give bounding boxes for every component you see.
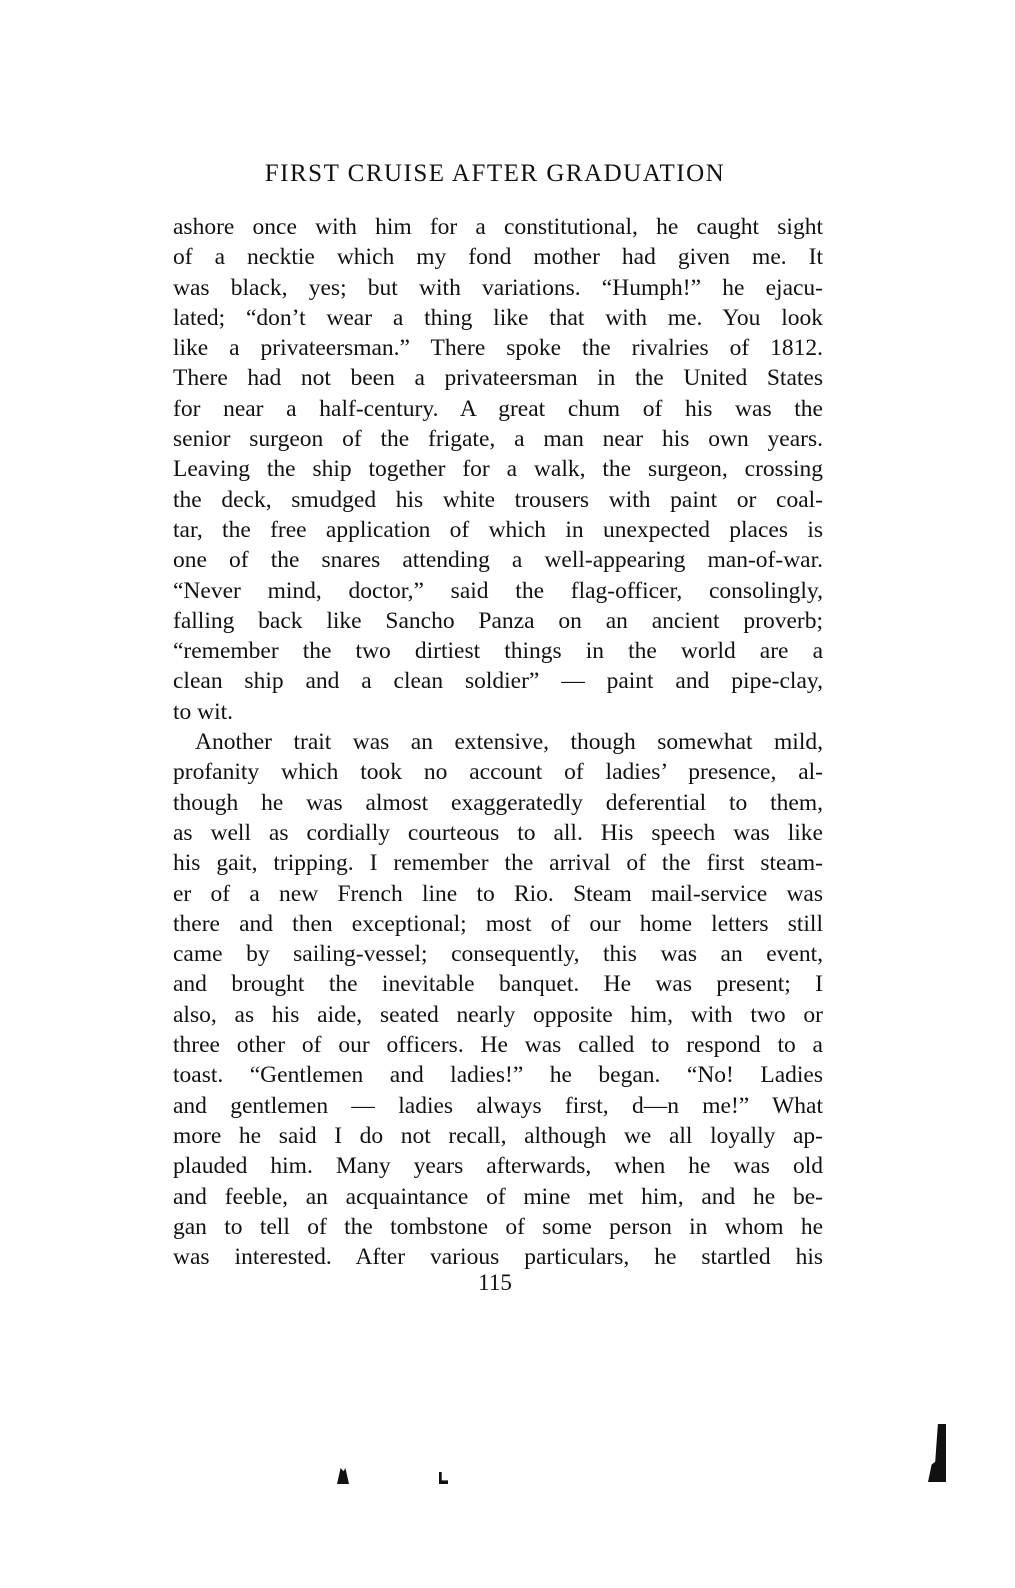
text-line: toast. “Gentlemen and ladies!” he began. “No! Ladies — [173, 1062, 823, 1089]
text-line: was black, yes; but with variations. “Humph!” he ejacu- — [173, 274, 823, 301]
text-line: one of the snares attending a well-appearing man-of-war. — [173, 547, 823, 574]
text-line: though he was almost exaggeratedly deferential to them, — [173, 789, 823, 816]
text-line: and brought the inevitable banquet. He was present; I — [173, 971, 823, 998]
text-line: ashore once with him for a constitutional, he caught sight — [173, 214, 823, 240]
text-line: plauded him. Many years afterwards, when he was old — [173, 1153, 823, 1180]
scan-artifact-mark — [337, 1468, 349, 1484]
text-line: Leaving the ship together for a walk, the surgeon, crossing — [173, 456, 823, 483]
text-line: the deck, smudged his white trousers with paint or coal- — [173, 486, 823, 513]
text-line: to wit. — [173, 698, 234, 725]
text-line: also, as his aide, seated nearly opposite him, with two or — [173, 1001, 823, 1028]
text-line: and feeble, an acquaintance of mine met him, and he be- — [173, 1183, 823, 1210]
scan-artifact-mark — [928, 1424, 946, 1482]
text-line: falling back like Sancho Panza on an ancient proverb; — [173, 607, 823, 634]
text-line: “remember the two dirtiest things in the world are a — [173, 638, 823, 665]
text-line: his gait, tripping. I remember the arrival of the first steam- — [173, 850, 823, 877]
text-line: as well as cordially courteous to all. His speech was like — [173, 819, 823, 846]
running-title: FIRST CRUISE AFTER GRADUATION — [264, 160, 726, 187]
text-line: of a necktie which my fond mother had given me. It — [173, 244, 823, 271]
text-line: and gentlemen — ladies always first, d—n me!” What — [173, 1092, 823, 1119]
text-line: lated; “don’t wear a thing like that with me. You look — [173, 304, 823, 331]
text-line: profanity which took no account of ladies’ presence, al- — [173, 759, 823, 786]
text-line: for near a half-century. A great chum of his was the — [173, 395, 823, 422]
text-line: gan to tell of the tombstone of some person in whom he — [173, 1213, 823, 1240]
text-line: three other of our officers. He was called to respond to a — [173, 1032, 823, 1059]
text-line: there and then exceptional; most of our home letters still — [173, 910, 823, 937]
text-line: er of a new French line to Rio. Steam mail-service was — [173, 880, 823, 907]
text-line: was interested. After various particulars, he startled his — [173, 1244, 823, 1271]
text-line: more he said I do not recall, although we all loyally ap- — [173, 1122, 823, 1149]
text-line: clean ship and a clean soldier” — paint and pipe-clay, — [173, 668, 823, 695]
text-line: senior surgeon of the frigate, a man near his own years. — [173, 426, 823, 453]
text-line: tar, the free application of which in unexpected places is — [173, 516, 823, 543]
text-line: There had not been a privateersman in the United States — [173, 365, 823, 392]
scan-artifact-mark — [439, 1472, 448, 1484]
body-text — [173, 212, 823, 1272]
page-number: 115 — [478, 1270, 512, 1295]
text-line: “Never mind, doctor,” said the flag-officer, consolingly, — [173, 577, 823, 604]
text-line: like a privateersman.” There spoke the rivalries of 1812. — [173, 335, 823, 362]
text-line: came by sailing-vessel; consequently, this was an event, — [173, 941, 823, 968]
text-line: Another trait was an extensive, though somewhat mild, — [195, 729, 823, 756]
